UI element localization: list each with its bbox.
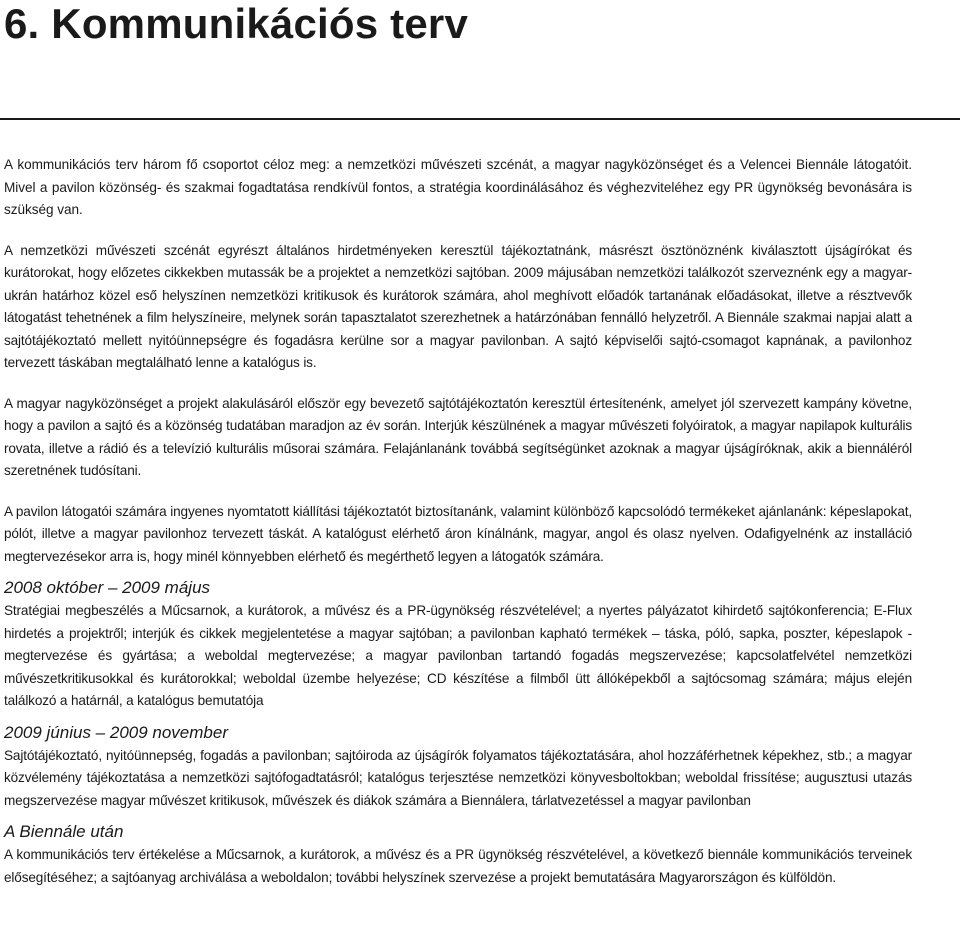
title-divider: [0, 118, 960, 120]
section-heading: A Biennále után: [4, 822, 124, 841]
section-heading: 2009 június – 2009 november: [4, 722, 228, 742]
section-june-november: [4, 721, 912, 813]
section-text: A kommunikációs terv értékelése a Műcsarnok, a kurátorok, a művész és a PR ügynökség részvételével, a következő biennále kommunikációs terveinek elősegítéséhez; a sajtóanyag archiválása a weboldalon; további helyszínek szervezése a projekt bemutatására Magyarországon és külföldön.: [4, 847, 912, 885]
intro-paragraph: A kommunikációs terv három fő csoportot céloz meg: a nemzetközi művészeti szcénát, a magyar nagyközönséget és a Velencei Biennále látogatóit. Mivel a pavilon közönség- és szakmai fogadtatása rendkívül fontos, a stratégia koordinálásához és véghezviteléhez egy PR ügynökség bevonására is szükség van.: [4, 157, 912, 217]
section-heading: 2008 október – 2009 május: [4, 578, 211, 597]
section-text: Stratégiai megbeszélés a Műcsarnok, a kurátorok, a művész és a PR-ügynökség részvételével; a nyertes pályázatot kihirdető sajtókonferencia; E-Flux hirdetés a projektről; interjúk és cikkek megjelentetése a magyar sajtóban; a pavilonban kapható termékek – táska, póló, sapka, poszter, képeslapok - megtervezése és gyártása; a weboldal megtervezése; a magyar pavilonban tartandó fogadás megszervezése; kapcsolatfelvétel nemzetközi művészetkritikusokkal és kurátorokkal; weboldal üzembe helyezése; CD készítése a filmből ütt állóképekből a sajtócsomag számára; május elején találkozó a határnál, a katalógus bemutatója: [4, 603, 912, 708]
visitors-paragraph: A pavilon látogatói számára ingyenes nyomtatott kiállítási tájékoztatót biztosítanánk, valamint különböző kapcsolódó termékeket ajánlanánk: képeslapokat, pólót, illetve a magyar pavilonhoz tervezett táskát. A katalógust elérhető áron kínálnánk, magyar, angol és olasz nyelven. Odafigyelnénk az installáció megtervezésekor arra is, hogy minél könnyebben elérhető és megérthető legyen a látogatók számára.: [4, 503, 912, 564]
document-body: [4, 154, 912, 889]
section-oct-may: [4, 576, 912, 713]
section-after-biennale: [4, 820, 912, 889]
page-title: 6. Kommunikációs terv: [4, 0, 469, 47]
international-paragraph: A nemzetközi művészeti szcénát egyrészt általános hirdetményeken keresztül tájékoztatnánk, másrészt ösztönöznénk kiválasztott újságírókat és kurátorokat, hogy előzetes cikkekben mutassák be a projektet a nemzetközi sajtóban. 2009 májusában nemzetközi találkozót szerveznénk egy a magyar-ukrán határhoz közel eső helyszínen nemzetközi kritikusok és kurátorok számára, ahol meghívott előadók tartanának előadásokat, illetve a résztvevők látogatást tehetnének a film helyszíneire, melynek során tapasztalatot szerezhetnek a határzónában fennálló helyzetről. A Biennále szakmai napjai alatt a sajtótájékoztató mellett nyitóünnepségre és fogadásra kerülne sor a magyar pavilonban. A sajtó képviselői sajtó-csomagot kapnának, a pavilonhoz tervezett táskában megtalálható lenne a katalógus is.: [4, 242, 912, 370]
domestic-paragraph: A magyar nagyközönséget a projekt alakulásáról először egy bevezető sajtótájékoztatón keresztül értesítenénk, amelyet jól szervezett kampány követne, hogy a pavilon a sajtó és a közönség tudatában maradjon az év során. Interjúk készülnének a magyar művészeti folyóiratok, a magyar napilapok kulturális rovata, illetve a rádió és a televízió kulturális műsorai számára. Felajánlanánk továbbá segítségünket azoknak a magyar újságíróknak, akik a biennáléról szeretnének tudósítani.: [4, 395, 912, 478]
section-text: Sajtótájékoztató, nyitóünnepség, fogadás a pavilonban; sajtóiroda az újságírók folyamatos tájékoztatására, ahol hozzáférhetnek képekhez, stb.; a magyar közvélemény tájékoztatása a nemzetközi sajtófogadtatásról; katalógus terjesztése nemzetközi könyvesboltokban; weboldal frissítése; augusztusi utazás megszervezése magyar művészet kritikusok, művészek és diákok számára a Biennálera, tárlatvezetéssel a magyar pavilonban: [4, 747, 912, 808]
